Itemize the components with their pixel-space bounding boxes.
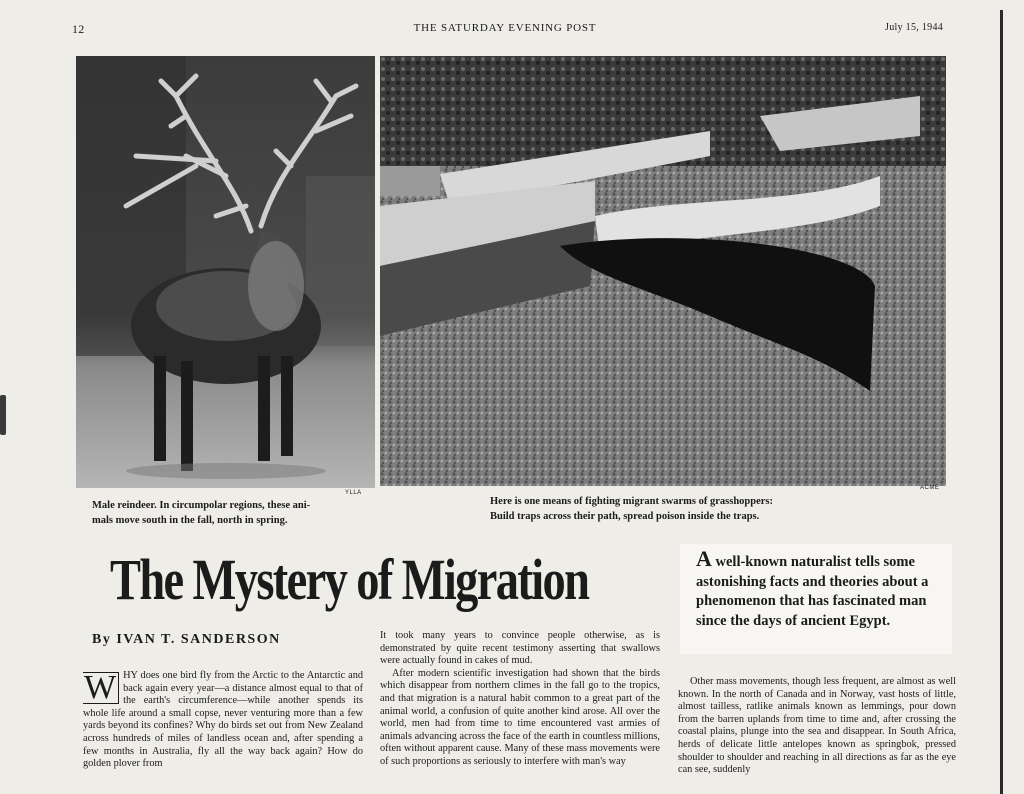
deck-text: well-known naturalist tells some astonishing facts and theories about a phenomenon that has fascinated man since the days of ancient Egypt.	[696, 554, 929, 629]
article-byline: By IVAN T. SANDERSON	[92, 632, 281, 647]
traps-caption	[490, 494, 773, 524]
traps-photo-credit: ACME	[920, 485, 940, 491]
page-edge-rule	[1000, 10, 1003, 794]
reindeer-caption-line-2: mals move south in the fall, north in spring.	[92, 515, 288, 526]
drop-cap: W	[83, 672, 119, 704]
reindeer-caption-line-1: Male reindeer. In circumpolar regions, these ani-	[92, 500, 311, 511]
binding-edge	[0, 395, 6, 435]
deck-initial: A	[696, 546, 712, 571]
issue-date: July 15, 1944	[885, 22, 944, 33]
reindeer-photo	[76, 56, 375, 488]
column-2-paragraph-2: After modern scientific investigation had shown that the birds which disappear from northern climes in the fall go to the tropics, and that migration is a natural habit common to a great part of the animal world, a confusion of quite another kind arose. All over the world, men had from time to time encountered vast armies of animals advancing across the face of the earth in countless millions, often without apparent cause. Many of these mass movements were of such proportions as seriously to interfere with man's way	[380, 667, 660, 767]
article-column-2	[380, 630, 660, 794]
grasshopper-traps-photo	[380, 56, 946, 486]
publication-title: THE SATURDAY EVENING POST	[413, 22, 597, 34]
page-number: 12	[72, 22, 85, 36]
traps-caption-line-1: Here is one means of fighting migrant swarms of grasshoppers:	[490, 496, 773, 507]
article-deck	[696, 546, 946, 631]
column-2-paragraph-1: It took many years to convince people otherwise, as is demonstrated by quite recent testimony asserting that swallows were actually found in cakes of mud.	[380, 630, 660, 667]
reindeer-caption	[92, 498, 310, 528]
column-3-paragraph-1: Other mass movements, though less frequent, are almost as well known. In the north of Canada and in Norway, vast hosts of little, almost tailless, ratlike animals known as lemmings, pour down from the barren uplands from time to time and, after crossing the coastal plains, plunge into the sea and disappear. In South Africa, herds of delicate little antelopes known as springbok, pressed shoulder to shoulder and reaching in all directions as far as the eye can see, suddenly	[678, 676, 956, 776]
article-column-1	[83, 670, 363, 794]
article-headline: The Mystery of Migration	[110, 547, 589, 612]
reindeer-photo-credit: YLLA	[345, 490, 362, 496]
column-1-paragraph-1: HY does one bird fly from the Arctic to the Antarctic and back again every year—a distance almost equal to that of the earth's circumference—while another spends its whole life around a small copse, never venturing more than a few yards beyond its confines? Why do birds set out from New Zealand across hundreds of miles of landless ocean and, after spending a few months in Australia, fly all the way back again? How do golden plover from	[83, 670, 363, 770]
article-column-3	[678, 676, 956, 794]
traps-caption-line-2: Build traps across their path, spread poison inside the traps.	[490, 511, 760, 522]
